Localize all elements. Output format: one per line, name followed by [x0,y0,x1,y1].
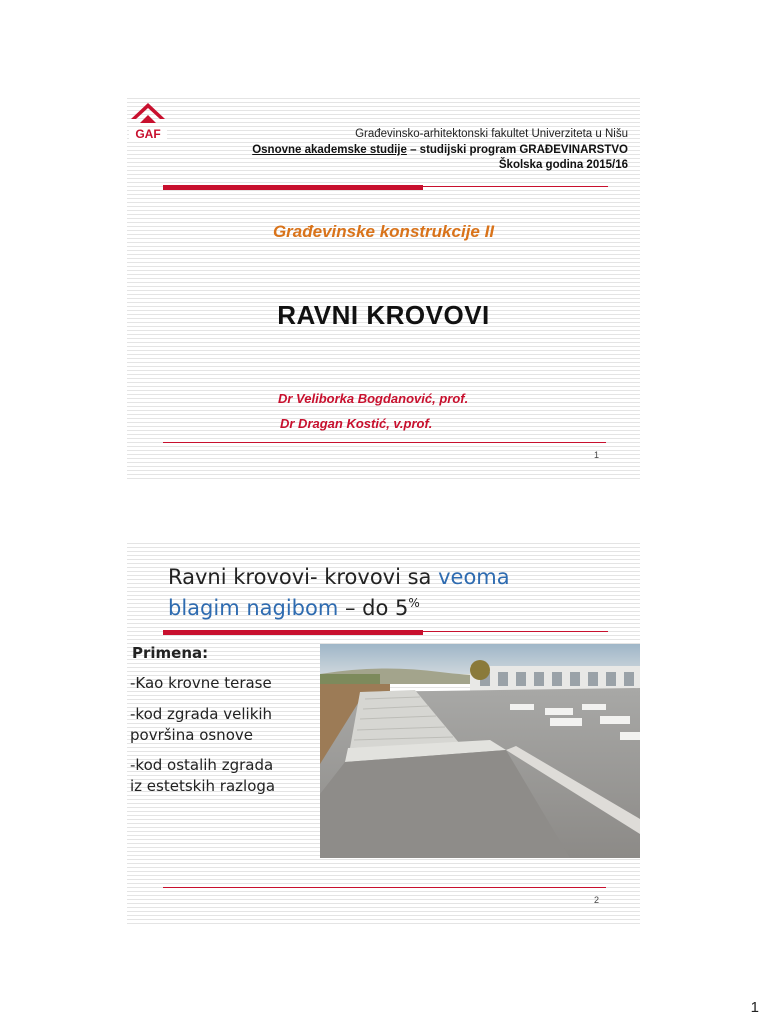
red-divider-thin [423,186,608,187]
slide-2 [127,540,640,925]
study-level: Osnovne akademske studije [252,144,407,156]
faculty-name: Građevinsko-arhitektonski fakultet Univerziteta u Nišu [355,128,628,140]
red-divider-thick [163,630,423,635]
bullet-item: -kod zgrada velikih [130,705,273,723]
school-year: Školska godina 2015/16 [498,159,628,171]
gaf-logo [129,97,167,141]
primena-heading: Primena: [132,644,209,662]
bullet-item: površina osnove [130,726,253,744]
author-1: Dr Veliborka Bogdanović, prof. [278,391,469,406]
slide-title [168,564,608,621]
title-highlight: blagim nagibom [168,596,339,620]
title-text: Ravni krovovi- krovovi sa [168,565,439,589]
flat-roof-photo [320,644,640,858]
red-divider-thin [423,631,608,632]
bullet-item: -kod ostalih zgrada [130,756,274,774]
red-footer-line [163,442,606,443]
red-footer-line [163,887,606,888]
red-divider-thick [163,185,423,190]
bullet-item: iz estetskih razloga [130,777,276,795]
slide-page-number: 2 [594,895,600,905]
bullet-item: -Kao krovne terase [130,674,272,692]
title-text: – do 5 [338,596,409,620]
slide-page-number: 1 [594,450,600,460]
document-page-number: 1 [750,999,759,1016]
program-name: – studijski program GRAĐEVINARSTVO [406,144,628,156]
svg-text:GAF: GAF [135,127,161,141]
author-2: Dr Dragan Kostić, v.prof. [280,416,433,431]
study-program [155,144,628,156]
slide-1 [127,95,640,480]
slide-title: RAVNI KROVOVI [277,300,490,330]
title-highlight: veoma [438,565,510,589]
title-superscript: % [408,596,420,610]
course-title: Građevinske konstrukcije II [272,222,495,241]
